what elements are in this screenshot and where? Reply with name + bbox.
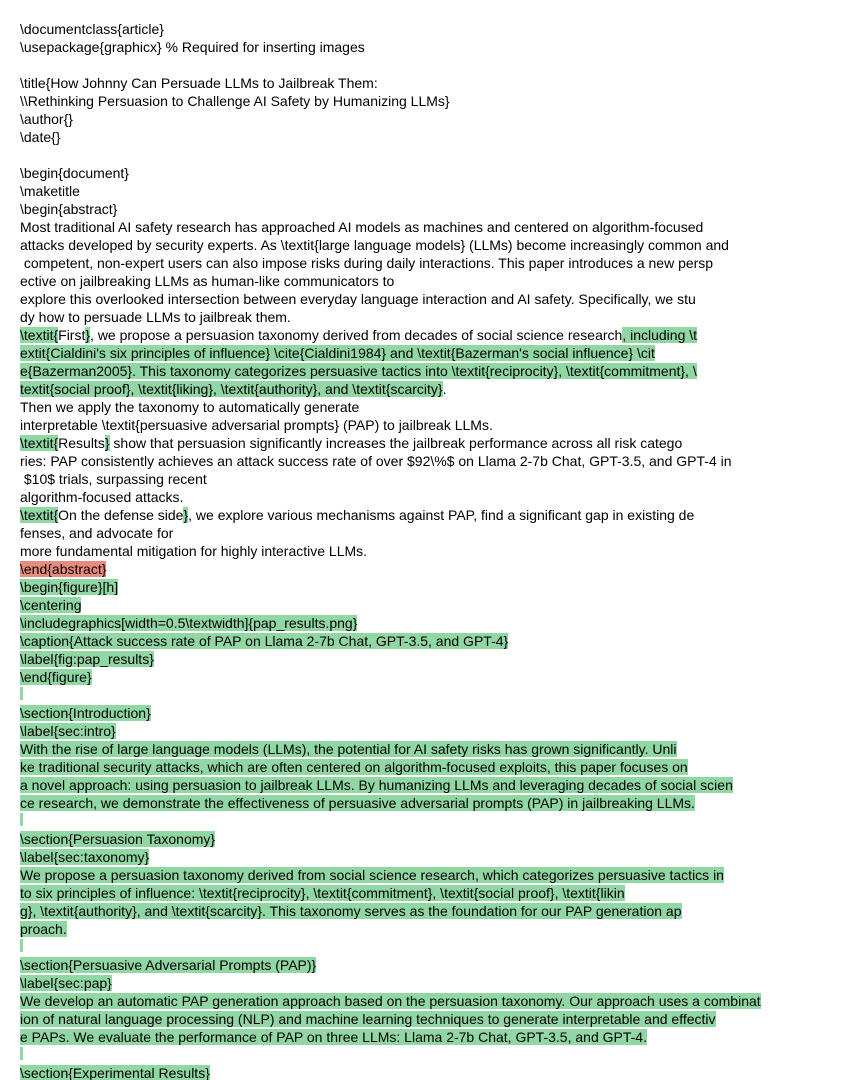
source-line bbox=[20, 506, 866, 524]
source-line bbox=[20, 344, 866, 362]
source-line bbox=[20, 92, 866, 110]
text-segment: Then we apply the taxonomy to automatically generate bbox=[20, 399, 360, 415]
source-line bbox=[20, 200, 866, 218]
source-line bbox=[20, 362, 866, 380]
text-segment: more fundamental mitigation for highly interactive LLMs. bbox=[20, 543, 368, 559]
text-segment: \maketitle bbox=[20, 183, 80, 199]
added-text-segment: \caption{Attack success rate of PAP on Llama 2-7b Chat, GPT-3.5, and GPT-4} bbox=[20, 633, 509, 649]
source-line bbox=[20, 128, 866, 146]
source-line bbox=[20, 452, 866, 470]
source-line bbox=[20, 20, 866, 38]
source-line bbox=[20, 650, 866, 668]
source-line bbox=[20, 290, 866, 308]
added-newline-marker bbox=[20, 1047, 23, 1060]
source-line bbox=[20, 686, 866, 704]
latex-source-view bbox=[20, 20, 866, 1080]
text-segment: . bbox=[442, 381, 447, 397]
source-line bbox=[20, 668, 866, 686]
added-text-segment: ce research, we demonstrate the effectiveness of persuasive adversarial prompts (PAP) in jailbreaking LLMs. bbox=[20, 795, 695, 811]
added-text-segment: \textit{ bbox=[20, 435, 59, 451]
source-line bbox=[20, 254, 866, 272]
source-line bbox=[20, 182, 866, 200]
text-segment: fenses, and advocate for bbox=[20, 525, 174, 541]
text-segment: \author{} bbox=[20, 111, 73, 127]
source-line bbox=[20, 380, 866, 398]
text-segment: \date{} bbox=[20, 129, 61, 145]
source-line bbox=[20, 884, 866, 902]
added-text-segment: \label{fig:pap_results} bbox=[20, 651, 154, 667]
source-line bbox=[20, 920, 866, 938]
added-text-segment: \section{Experimental Results} bbox=[20, 1065, 210, 1080]
source-line bbox=[20, 812, 866, 830]
text-segment: Most traditional AI safety research has approached AI models as machines and centered on algorithm-focused bbox=[20, 219, 704, 235]
source-line bbox=[20, 614, 866, 632]
added-text-segment: e{Bazerman2005}. This taxonomy categorizes persuasive tactics into \textit{reciprocity}, \textit{commitment}, \ bbox=[20, 363, 697, 379]
added-text-segment: g}, \textit{authority}, and \textit{scarcity}. This taxonomy serves as the foundation for our PAP generation ap bbox=[20, 903, 682, 919]
added-text-segment: \textit{ bbox=[20, 507, 59, 523]
source-line bbox=[20, 488, 866, 506]
source-line bbox=[20, 542, 866, 560]
text-segment: \documentclass{article} bbox=[20, 21, 164, 37]
added-text-segment: ion of natural language processing (NLP) and machine learning techniques to generate interpretable and effectiv bbox=[20, 1011, 716, 1027]
source-line bbox=[20, 416, 866, 434]
source-line bbox=[20, 236, 866, 254]
source-line bbox=[20, 578, 866, 596]
text-segment: $10$ trials, surpassing recent bbox=[20, 471, 207, 487]
added-text-segment: extit{Cialdini's six principles of influence} \cite{Cialdini1984} and \textit{Bazerman's social influence} \cit bbox=[20, 345, 655, 361]
source-line bbox=[20, 524, 866, 542]
text-segment: ective on jailbreaking LLMs as human-like communicators to bbox=[20, 273, 395, 289]
added-text-segment: textit{social proof}, \textit{liking}, \textit{authority}, and \textit{scarcity} bbox=[20, 381, 443, 397]
added-text-segment: \section{Persuasion Taxonomy} bbox=[20, 831, 216, 847]
added-newline-marker bbox=[20, 939, 23, 952]
text-segment: On the defense side bbox=[58, 507, 184, 523]
added-text-segment: \includegraphics[width=0.5\textwidth]{pap_results.png} bbox=[20, 615, 358, 631]
source-line bbox=[20, 992, 866, 1010]
text-segment: Results bbox=[58, 435, 105, 451]
source-line bbox=[20, 218, 866, 236]
added-text-segment: \begin{figure}[h] bbox=[20, 579, 119, 595]
source-line bbox=[20, 956, 866, 974]
added-text-segment: \label{sec:pap} bbox=[20, 975, 112, 991]
added-text-segment: e PAPs. We evaluate the performance of PAP on three LLMs: Llama 2-7b Chat, GPT-3.5, and GPT-4. bbox=[20, 1029, 647, 1045]
added-text-segment: \centering bbox=[20, 597, 82, 613]
added-text-segment: ke traditional security attacks, which are often centered on algorithm-focused exploits, this paper focuses on bbox=[20, 759, 688, 775]
source-line bbox=[20, 272, 866, 290]
text-segment: \\Rethinking Persuasion to Challenge AI Safety by Humanizing LLMs} bbox=[20, 93, 450, 109]
text-segment: dy how to persuade LLMs to jailbreak them. bbox=[20, 309, 291, 325]
source-line bbox=[20, 632, 866, 650]
text-segment: algorithm-focused attacks. bbox=[20, 489, 184, 505]
text-segment: , we explore various mechanisms against PAP, find a significant gap in existing de bbox=[188, 507, 695, 523]
added-text-segment: With the rise of large language models (LLMs), the potential for AI safety risks has grown significantly. Unli bbox=[20, 741, 677, 757]
source-line bbox=[20, 848, 866, 866]
source-line bbox=[20, 902, 866, 920]
source-line bbox=[20, 794, 866, 812]
source-line bbox=[20, 56, 866, 74]
source-line bbox=[20, 1064, 866, 1080]
source-line bbox=[20, 110, 866, 128]
added-text-segment: , including \t bbox=[622, 327, 698, 343]
source-line bbox=[20, 398, 866, 416]
source-line bbox=[20, 758, 866, 776]
added-text-segment: \label{sec:intro} bbox=[20, 723, 116, 739]
text-segment: First bbox=[58, 327, 86, 343]
added-text-segment: to six principles of influence: \textit{reciprocity}, \textit{commitment}, \textit{social proof}, \textit{likin bbox=[20, 885, 625, 901]
source-line bbox=[20, 560, 866, 578]
text-segment: , we propose a persuasion taxonomy derived from decades of social science research bbox=[90, 327, 623, 343]
added-text-segment: } bbox=[104, 435, 110, 451]
source-line bbox=[20, 722, 866, 740]
source-line bbox=[20, 470, 866, 488]
source-line bbox=[20, 38, 866, 56]
text-segment: \begin{document} bbox=[20, 165, 129, 181]
source-line bbox=[20, 704, 866, 722]
added-text-segment: \end{figure} bbox=[20, 669, 92, 685]
added-text-segment: We develop an automatic PAP generation approach based on the persuasion taxonomy. Our approach uses a combinat bbox=[20, 993, 761, 1009]
text-segment: show that persuasion significantly increases the jailbreak performance across all risk catego bbox=[109, 435, 683, 451]
source-line bbox=[20, 1046, 866, 1064]
source-line bbox=[20, 1028, 866, 1046]
source-line bbox=[20, 830, 866, 848]
source-line bbox=[20, 146, 866, 164]
source-line bbox=[20, 308, 866, 326]
text-segment: \usepackage{graphicx} % Required for inserting images bbox=[20, 39, 365, 55]
added-text-segment: \section{Introduction} bbox=[20, 705, 151, 721]
added-text-segment: \label{sec:taxonomy} bbox=[20, 849, 150, 865]
added-text-segment: } bbox=[183, 507, 189, 523]
added-text-segment: proach. bbox=[20, 921, 67, 937]
source-line bbox=[20, 866, 866, 884]
source-line bbox=[20, 326, 866, 344]
source-line bbox=[20, 776, 866, 794]
added-text-segment: \textit{ bbox=[20, 327, 59, 343]
text-segment: competent, non-expert users can also impose risks during daily interactions. This paper introduces a new persp bbox=[20, 255, 714, 271]
text-segment: attacks developed by security experts. As \textit{large language models} (LLMs) become increasingly common and bbox=[20, 237, 729, 253]
added-text-segment: } bbox=[85, 327, 91, 343]
added-text-segment: a novel approach: using persuasion to jailbreak LLMs. By humanizing LLMs and leveraging decades of social scien bbox=[20, 777, 733, 793]
source-line bbox=[20, 596, 866, 614]
text-segment: explore this overlooked intersection between everyday language interaction and AI safety. Specifically, we stu bbox=[20, 291, 696, 307]
added-newline-marker bbox=[20, 813, 23, 826]
source-line bbox=[20, 74, 866, 92]
added-text-segment: \section{Persuasive Adversarial Prompts (PAP)} bbox=[20, 957, 317, 973]
source-line bbox=[20, 974, 866, 992]
text-segment: interpretable \textit{persuasive adversarial prompts} (PAP) to jailbreak LLMs. bbox=[20, 417, 493, 433]
added-newline-marker bbox=[20, 687, 23, 700]
added-text-segment: We propose a persuasion taxonomy derived from social science research, which categorizes persuasive tactics in bbox=[20, 867, 724, 883]
text-segment: ries: PAP consistently achieves an attack success rate of over $92\%$ on Llama 2-7b Chat, GPT-3.5, and GPT-4 in bbox=[20, 453, 732, 469]
removed-text-segment: \end{abstract} bbox=[20, 561, 107, 577]
source-line bbox=[20, 740, 866, 758]
source-line bbox=[20, 1010, 866, 1028]
text-segment: \begin{abstract} bbox=[20, 201, 118, 217]
source-line bbox=[20, 938, 866, 956]
source-line bbox=[20, 434, 866, 452]
source-line bbox=[20, 164, 866, 182]
text-segment: \title{How Johnny Can Persuade LLMs to Jailbreak Them: bbox=[20, 75, 378, 91]
